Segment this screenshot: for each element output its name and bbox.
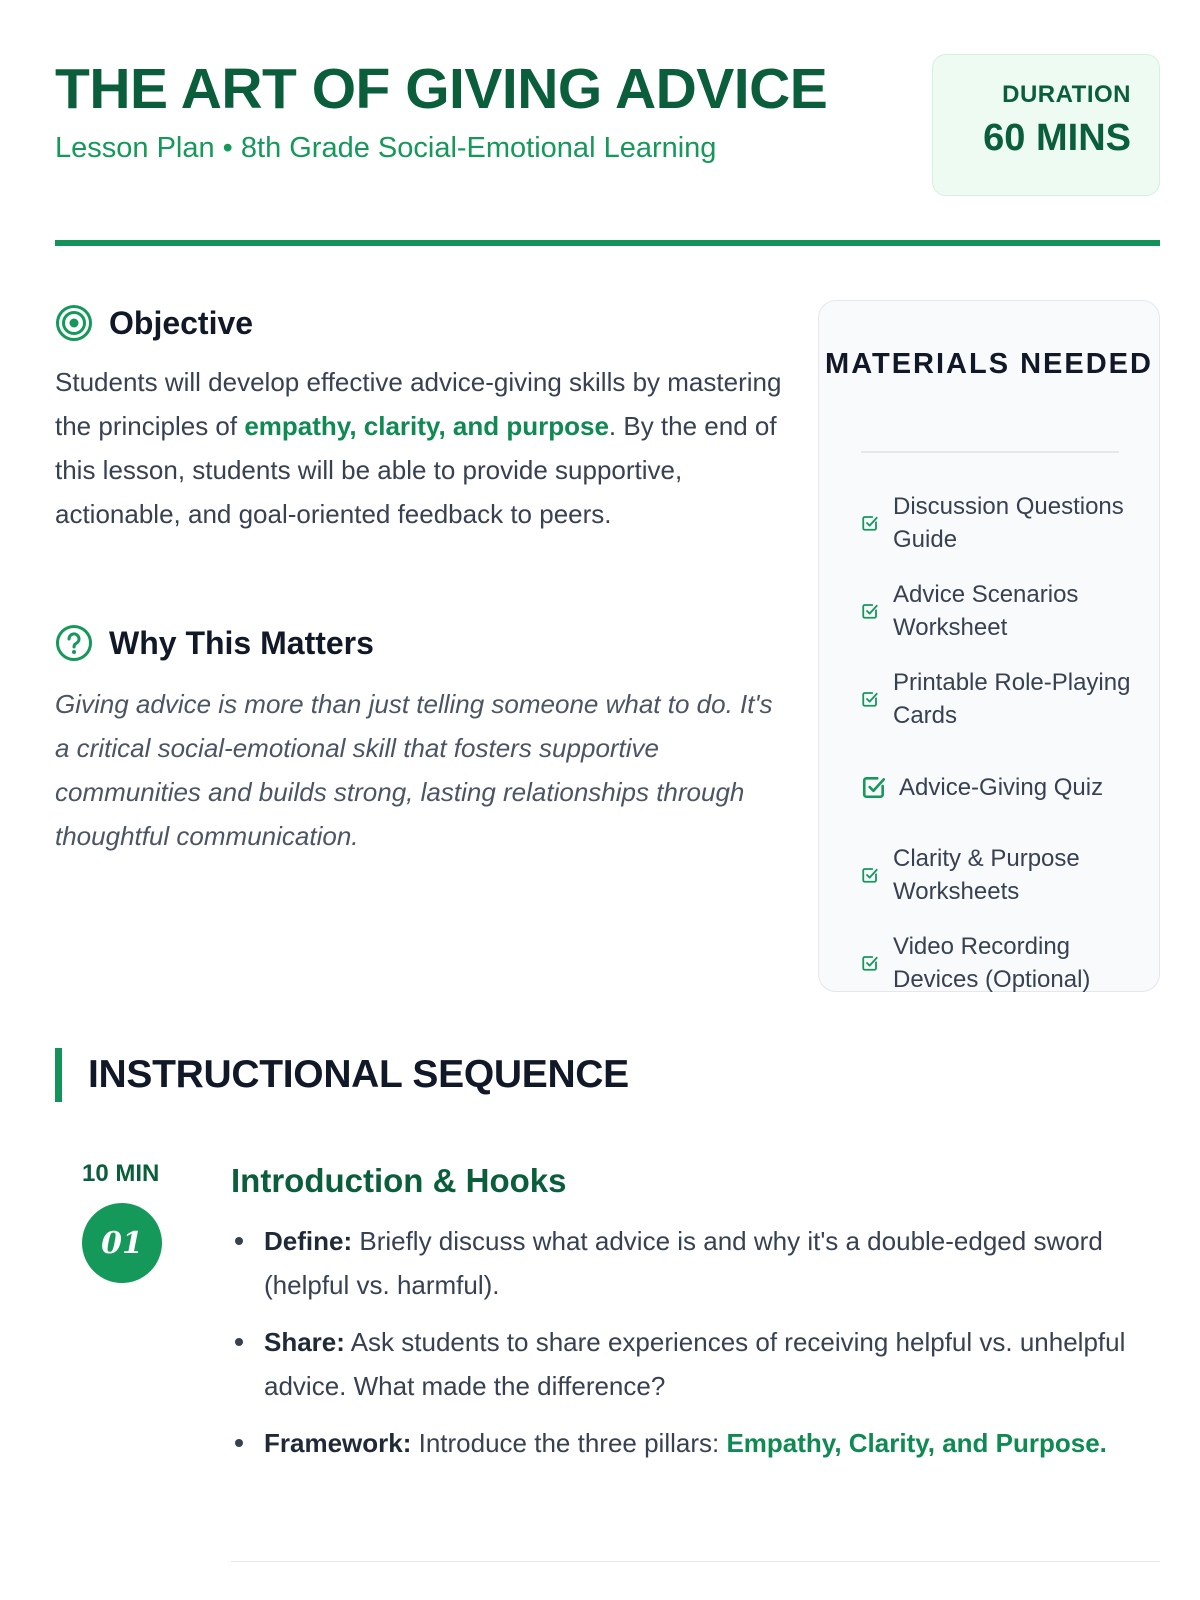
duration-card xyxy=(932,54,1160,196)
header-divider xyxy=(55,240,1160,246)
why-heading xyxy=(55,624,374,662)
step-time: 10 MIN xyxy=(82,1160,160,1187)
materials-title: MATERIALS NEEDED xyxy=(825,348,1153,380)
page-title: THE ART OF GIVING ADVICE xyxy=(55,57,828,121)
material-label: Advice-Giving Quiz xyxy=(899,773,1104,801)
checkbox-icon xyxy=(861,774,887,800)
bullet-icon xyxy=(235,1439,243,1447)
material-item xyxy=(861,567,1141,655)
material-item xyxy=(861,655,1141,743)
material-item xyxy=(861,831,1141,919)
header xyxy=(55,50,1160,200)
sequence-accent-bar xyxy=(55,1048,62,1102)
material-label: Clarity & Purpose Worksheets xyxy=(893,845,1080,905)
step-item-highlight: Empathy, Clarity, and Purpose. xyxy=(726,1428,1107,1458)
objective-text xyxy=(55,360,785,536)
material-label: Video Recording Devices (Optional) xyxy=(893,933,1091,993)
why-title: Why This Matters xyxy=(109,624,374,661)
step-item-label: Framework: xyxy=(264,1428,412,1458)
objective-title: Objective xyxy=(109,304,254,341)
step-item-text: Introduce the three pillars: xyxy=(411,1428,727,1458)
question-circle-icon xyxy=(55,624,93,662)
step-item-label: Share: xyxy=(264,1327,345,1357)
step-list xyxy=(231,1219,1131,1478)
material-label: Printable Role-Playing Cards xyxy=(893,669,1131,729)
objective-highlight: empathy, clarity, and purpose xyxy=(244,411,609,441)
material-item xyxy=(861,743,1141,831)
step-divider xyxy=(231,1561,1160,1562)
step-title: Introduction & Hooks xyxy=(231,1162,567,1199)
target-icon xyxy=(55,304,93,342)
step-item-label: Define: xyxy=(264,1226,353,1256)
why-text: Giving advice is more than just telling someone what to do. It's a critical social-emotional skill that fosters supportive communities and builds strong, lasting relationships through thoughtful communication. xyxy=(55,689,773,851)
material-item xyxy=(861,919,1141,1007)
duration-value: 60 MINS xyxy=(983,117,1131,159)
page-subtitle: Lesson Plan • 8th Grade Social-Emotional Learning xyxy=(55,132,717,164)
step-item-text: Briefly discuss what advice is and why it's a double-edged sword (helpful vs. harmful). xyxy=(264,1226,1103,1300)
material-item xyxy=(861,479,1141,567)
checkbox-icon xyxy=(861,866,879,884)
checkbox-icon xyxy=(861,602,879,620)
materials-list xyxy=(861,479,1141,1007)
bullet-icon xyxy=(235,1237,243,1245)
step-list-item xyxy=(231,1320,1131,1408)
step-item-text: Ask students to share experiences of receiving helpful vs. unhelpful advice. What made the difference? xyxy=(264,1327,1126,1401)
sequence-title: INSTRUCTIONAL SEQUENCE xyxy=(88,1053,629,1096)
checkbox-icon xyxy=(861,954,879,972)
material-label: Discussion Questions Guide xyxy=(893,493,1124,553)
materials-divider xyxy=(861,451,1119,453)
objective-text-start: Students will develop effective advice-giving skills by mastering the principles of xyxy=(55,367,782,441)
material-label: Advice Scenarios Worksheet xyxy=(893,581,1079,641)
step-list-item xyxy=(231,1421,1131,1465)
step-list-item xyxy=(231,1219,1131,1307)
checkbox-icon xyxy=(861,514,879,532)
step-number-badge: 01 xyxy=(82,1203,162,1283)
bullet-icon xyxy=(235,1338,243,1346)
materials-card xyxy=(818,300,1160,992)
duration-label: DURATION xyxy=(1002,81,1131,108)
checkbox-icon xyxy=(861,690,879,708)
objective-heading xyxy=(55,304,253,342)
objective-text-end: . By the end of this lesson, students will be able to provide supportive, actionable, and goal-oriented feedback to peers. xyxy=(55,411,777,529)
